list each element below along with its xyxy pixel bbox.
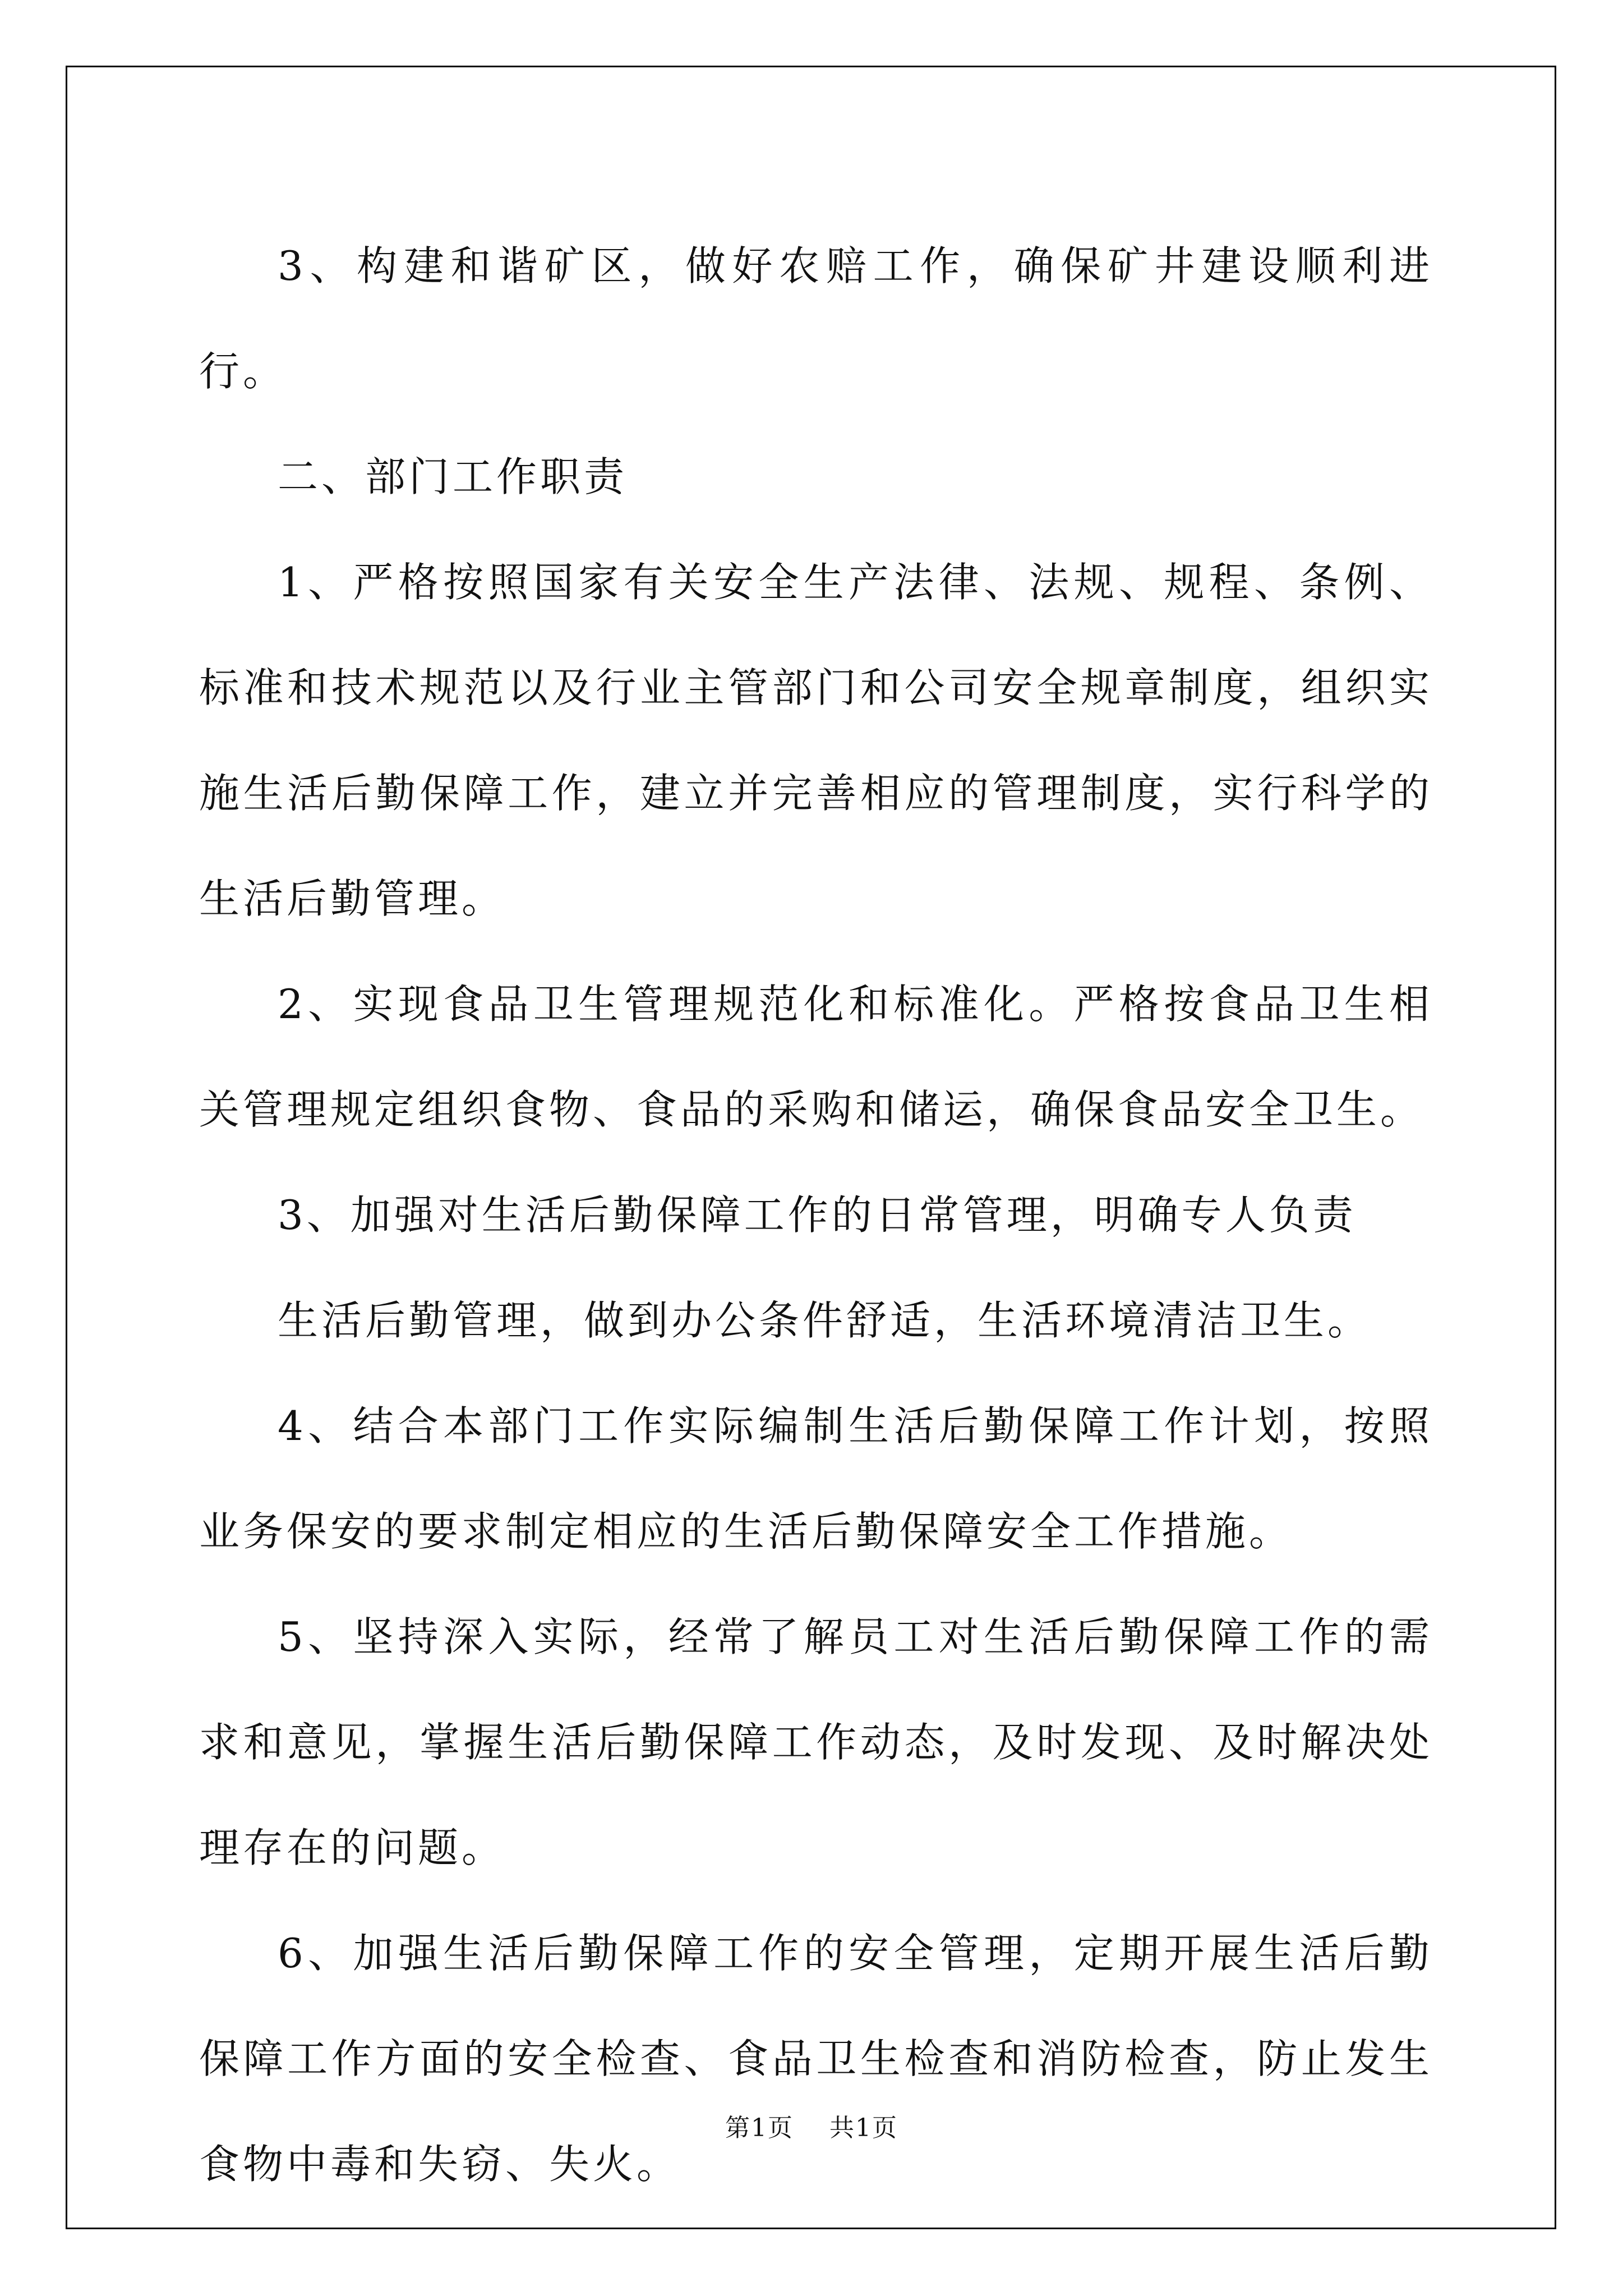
paragraph-duty-3: 3、加强对生活后勤保障工作的日常管理，明确专人负责 bbox=[278, 1191, 1357, 1239]
page-number-current: 第1页 bbox=[725, 2114, 794, 2142]
paragraph-duty-1: 1、严格按照国家有关安全生产法律、法规、规程、条例、标准和技术规范以及行业主管部门和公司安全规章制度，组织实施生活后勤保障工作，建立并完善相应的管理制度，实行科学的生活后勤管理。 bbox=[199, 559, 1433, 922]
paragraph-duty-2: 2、实现食品卫生管理规范化和标准化。严格按食品卫生相关管理规定组织食物、食品的采购和储运，确保食品安全卫生。 bbox=[199, 981, 1433, 1133]
paragraph-duty-4: 4、结合本部门工作实际编制生活后勤保障工作计划，按照业务保安的要求制定相应的生活后勤保障安全工作措施。 bbox=[199, 1402, 1433, 1555]
section-heading-duties: 二、部门工作职责 bbox=[278, 453, 628, 500]
paragraph-duty-5: 5、坚持深入实际，经常了解员工对生活后勤保障工作的需求和意见，掌握生活后勤保障工作动态，及时发现、及时解决处理存在的问题。 bbox=[199, 1613, 1433, 1871]
document-body bbox=[199, 213, 1433, 2217]
paragraph-duty-6: 6、加强生活后勤保障工作的安全管理，定期开展生活后勤保障工作方面的安全检查、食品卫生检查和消防检查，防止发生食物中毒和失窃、失火。 bbox=[199, 1930, 1433, 2188]
page-footer bbox=[0, 2108, 1623, 2143]
paragraph-duty-3-continued: 生活后勤管理，做到办公条件舒适，生活环境清洁卫生。 bbox=[278, 1297, 1372, 1344]
paragraph-item-3-harmony: 3、构建和谐矿区，做好农赔工作，确保矿井建设顺利进行。 bbox=[199, 242, 1433, 395]
page-number-total: 共1页 bbox=[829, 2114, 898, 2142]
